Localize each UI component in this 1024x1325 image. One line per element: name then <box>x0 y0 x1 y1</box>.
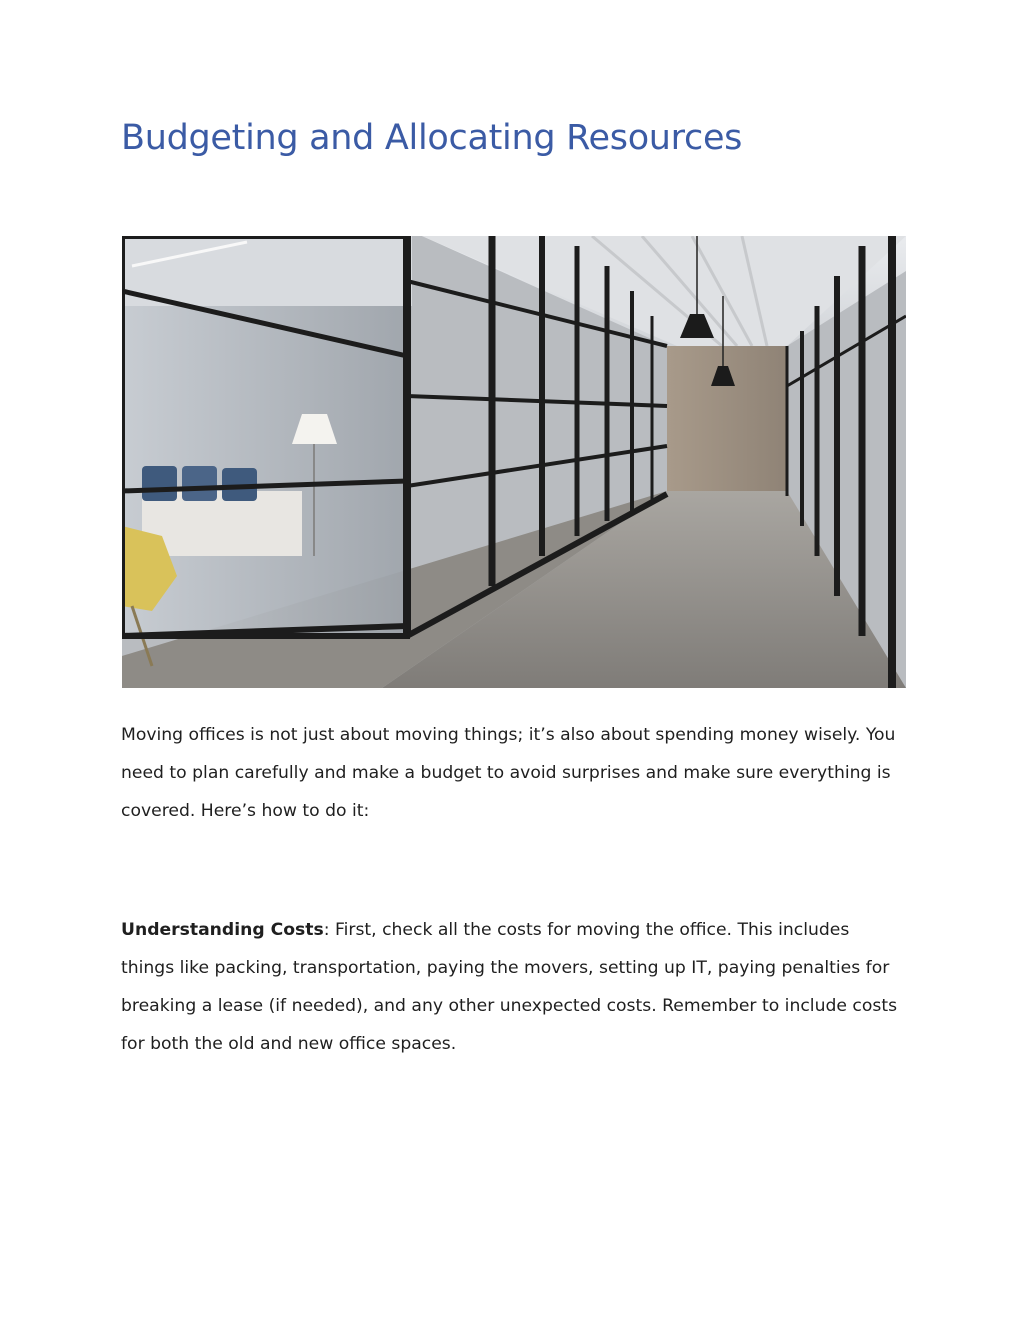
moving-offices-link[interactable]: Moving offices <box>121 725 245 745</box>
section-paragraph <box>121 911 906 1063</box>
section-body: : First, check all the costs for moving the office. This includes things like packing, transportation, paying the movers, setting up IT, paying penalties for breaking a lease (if needed), and any other unexpected costs. Remember to include costs for both the old and new office spaces. <box>121 920 898 1054</box>
office-hallway-photo <box>122 236 906 688</box>
page-title: Budgeting and Allocating Resources <box>121 118 743 158</box>
section-heading: Understanding Costs <box>121 920 324 940</box>
intro-paragraph <box>121 716 906 830</box>
intro-text: is not just about moving things; it’s also about spending money wisely. You need to plan carefully and make a budget to avoid surprises and make sure everything is covered. Here’s how to do it: <box>121 725 896 821</box>
